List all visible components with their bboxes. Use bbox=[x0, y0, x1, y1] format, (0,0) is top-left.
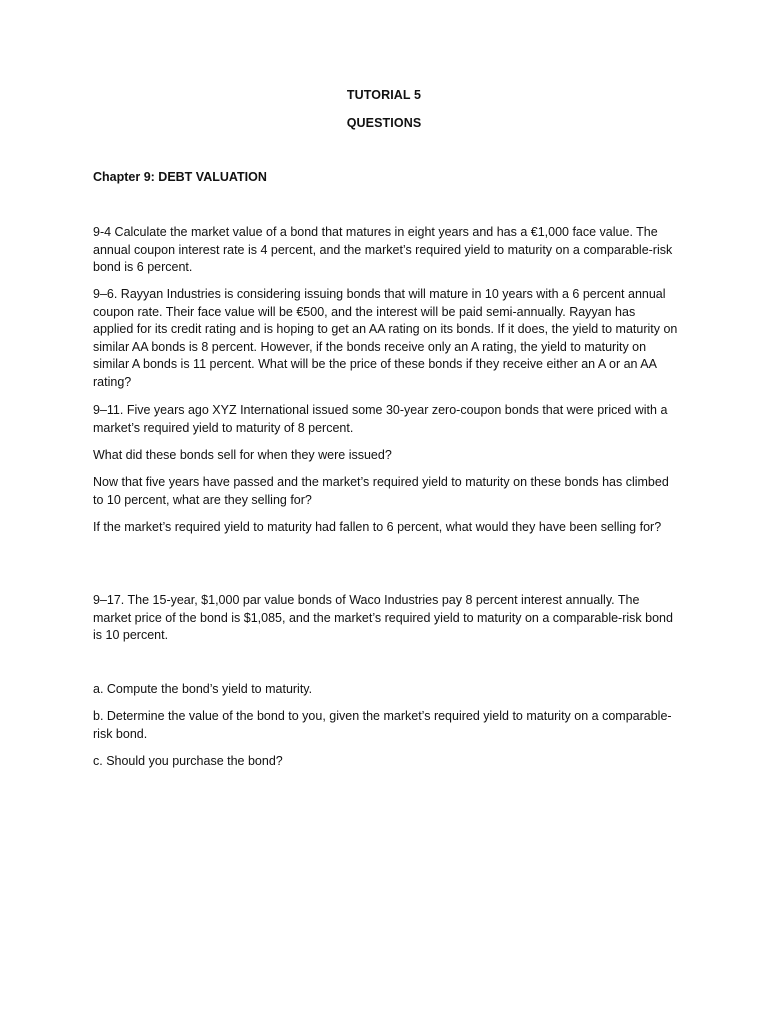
question-9-17-part-c: c. Should you purchase the bond? bbox=[93, 754, 283, 768]
question-9-11-part-c: If the market’s required yield to maturity had fallen to 6 percent, what would they have been selling for? bbox=[93, 520, 662, 534]
question-9-4: 9-4 Calculate the market value of a bond that matures in eight years and has a €1,000 face value. The annual coupon interest rate is 4 percent, and the market’s required yield to maturity on a comparable-risk bond is 6 percent. bbox=[93, 225, 673, 275]
question-9-11: 9–11. Five years ago XYZ International issued some 30-year zero-coupon bonds that were priced with a market’s required yield to maturity of 8 percent. bbox=[93, 403, 668, 435]
question-9-11-part-b: Now that five years have passed and the market’s required yield to maturity on these bonds has climbed to 10 percent, what are they selling for? bbox=[93, 475, 669, 507]
chapter-heading: Chapter 9: DEBT VALUATION bbox=[93, 170, 267, 184]
document-subtitle: QUESTIONS bbox=[346, 116, 422, 130]
document-title: TUTORIAL 5 bbox=[346, 88, 422, 102]
question-9-11-part-a: What did these bonds sell for when they were issued? bbox=[93, 448, 392, 462]
question-9-17: 9–17. The 15-year, $1,000 par value bonds of Waco Industries pay 8 percent interest annually. The market price of the bond is $1,085, and the market’s required yield to maturity on a comparable-risk bond is 10 percent. bbox=[93, 593, 673, 643]
question-9-17-part-a: a. Compute the bond’s yield to maturity. bbox=[93, 682, 313, 696]
question-9-17-part-b: b. Determine the value of the bond to you, given the market’s required yield to maturity on a comparable-risk bond. bbox=[93, 709, 672, 741]
question-9-6: 9–6. Rayyan Industries is considering issuing bonds that will mature in 10 years with a 6 percent annual coupon rate. Their face value will be €500, and the interest will be paid semi-annually. Rayyan has applied for its credit rating and is hoping to get an AA rating on its bonds. If it does, the yield to maturity on similar AA bonds is 8 percent. However, if the bonds receive only an A rating, the yield to maturity on similar A bonds is 11 percent. What will be the price of these bonds if they receive either an A or an AA rating? bbox=[93, 287, 678, 389]
